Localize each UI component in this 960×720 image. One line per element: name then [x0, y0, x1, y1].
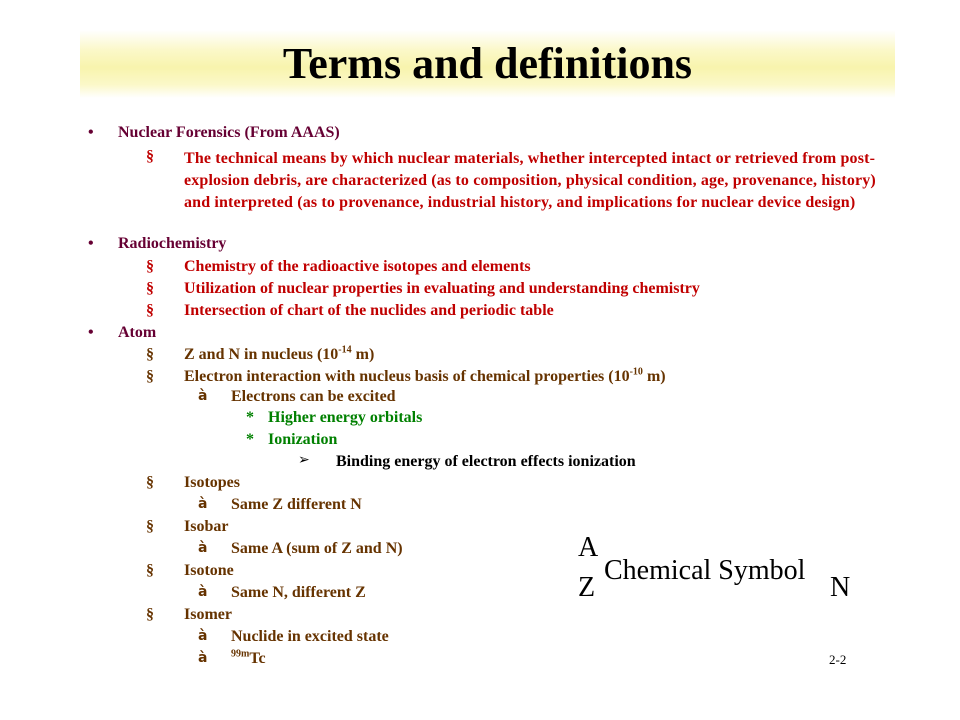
radio-item-3: Intersection of chart of the nuclides and periodic table: [184, 302, 554, 319]
symbol-neutron-number: N: [830, 572, 851, 603]
square-bullet: §: [146, 474, 154, 491]
tc-mass: 99m: [231, 648, 250, 660]
radio-item-2: Utilization of nuclear properties in evaluating and understanding chemistry: [184, 280, 700, 297]
binding-energy: Binding energy of electron effects ionization: [336, 453, 636, 470]
square-bullet: §: [146, 562, 154, 579]
isomer-heading: Isomer: [184, 606, 232, 623]
bullet-dot: •: [88, 124, 94, 141]
arrow-bullet: à: [198, 650, 208, 666]
bullet-dot: •: [88, 235, 94, 252]
heading-radiochemistry: Radiochemistry: [118, 235, 227, 252]
isomer-definition: Nuclide in excited state: [231, 628, 389, 645]
square-bullet: §: [146, 280, 154, 297]
radio-item-1: Chemistry of the radioactive isotopes and elements: [184, 258, 531, 275]
square-bullet: §: [146, 302, 154, 319]
isotone-heading: Isotone: [184, 562, 234, 579]
zn-text: Z and N in nucleus (10: [184, 346, 339, 363]
tc-example: [231, 650, 266, 668]
arrow-bullet: à: [198, 388, 208, 404]
arrow-bullet: à: [198, 540, 208, 556]
symbol-atomic-number: Z: [578, 572, 596, 603]
arrow-bullet: à: [198, 496, 208, 512]
heading-nuclear-forensics: Nuclear Forensics (From AAAS): [118, 124, 340, 141]
page-number: 2-2: [829, 652, 847, 667]
star-bullet: *: [246, 431, 254, 448]
isobar-definition: Same A (sum of Z and N): [231, 540, 403, 557]
electrons-excited: Electrons can be excited: [231, 388, 396, 405]
square-bullet: §: [146, 258, 154, 275]
square-bullet: §: [146, 518, 154, 535]
isobar-heading: Isobar: [184, 518, 229, 535]
arrow-bullet: à: [198, 584, 208, 600]
atom-electron-line: [184, 368, 666, 386]
atom-zn-line: [184, 346, 374, 364]
tc-symbol: Tc: [249, 650, 266, 667]
square-bullet: §: [146, 346, 154, 363]
slide-title: Terms and definitions: [282, 39, 693, 88]
star-bullet: *: [246, 409, 254, 426]
square-bullet: §: [146, 606, 154, 623]
square-bullet: §: [146, 148, 154, 165]
symbol-name: Chemical Symbol: [604, 555, 806, 586]
ionization: Ionization: [268, 431, 338, 448]
el-text: Electron interaction with nucleus basis of chemical properties (10: [184, 368, 630, 385]
bullet-dot: •: [88, 324, 94, 341]
heading-atom: Atom: [118, 324, 157, 341]
zn-end: m): [351, 346, 375, 363]
isotopes-heading: Isotopes: [184, 474, 241, 491]
symbol-mass-number: A: [578, 532, 599, 563]
arrow-bullet: à: [198, 628, 208, 644]
el-exponent: -10: [629, 366, 643, 378]
pointer-bullet: ➢: [298, 452, 310, 468]
isotopes-definition: Same Z different N: [231, 496, 362, 513]
square-bullet: §: [146, 368, 154, 385]
zn-exponent: -14: [338, 344, 352, 356]
higher-energy-orbitals: Higher energy orbitals: [268, 409, 423, 426]
el-end: m): [642, 368, 666, 385]
isotone-definition: Same N, different Z: [231, 584, 366, 601]
nuclear-forensics-definition: The technical means by which nuclear materials, whether intercepted intact or retrieved from post-explosion debris, are characterized (as to composition, physical condition, age, provenance, history) and interpreted (as to provenance, industrial history, and implications for nuclear device design): [184, 150, 876, 211]
